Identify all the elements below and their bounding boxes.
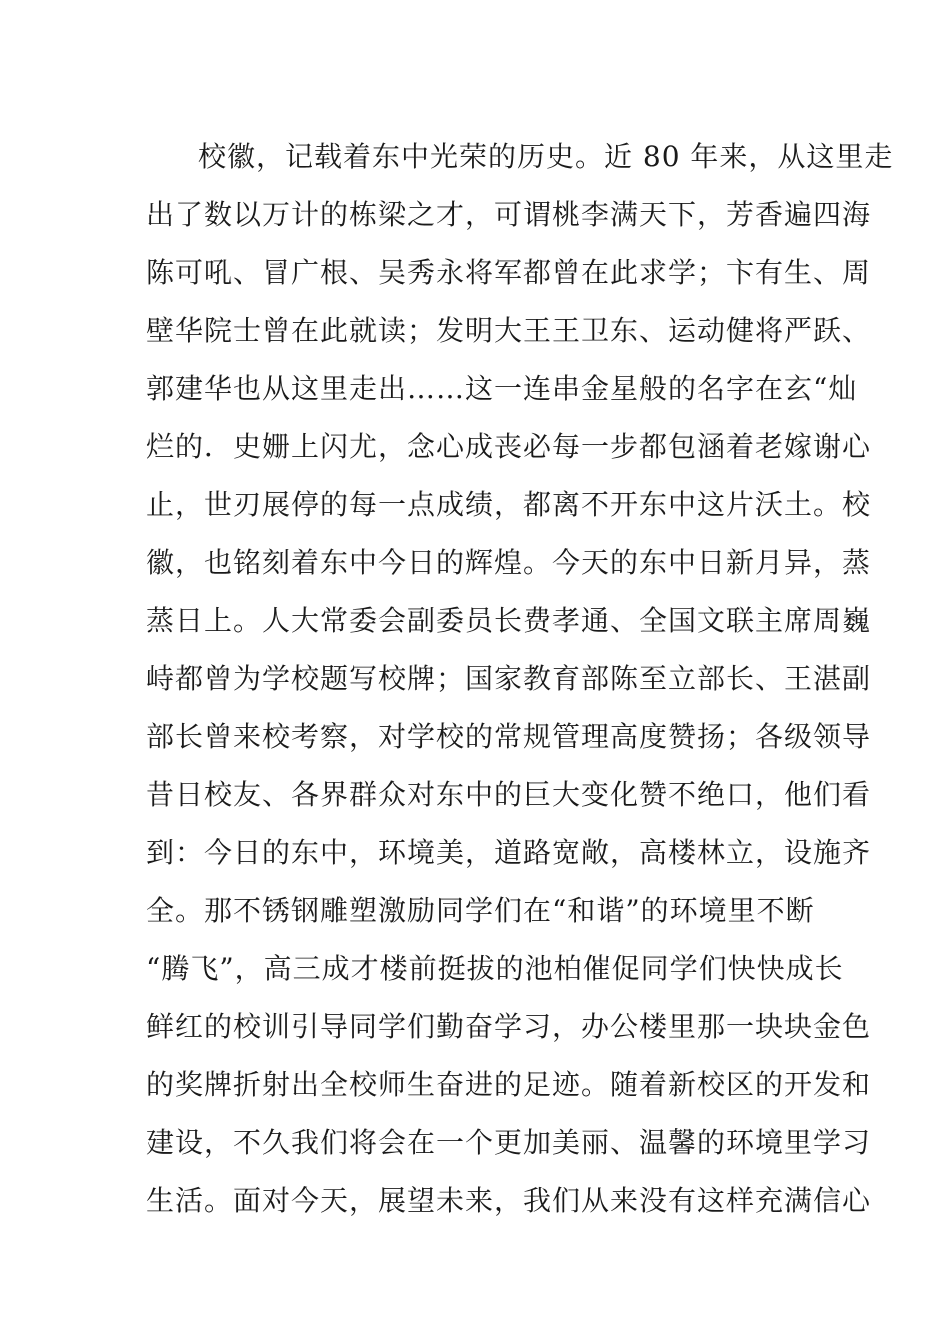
text-line: 出了数以万计的栋梁之才，可谓桃李满天下，芳香遍四海 (146, 198, 872, 231)
text-line: 建设，不久我们将会在一个更加美丽、温馨的环境里学习 (146, 1126, 872, 1159)
body-paragraph (146, 128, 894, 1230)
text-line: 的奖牌折射出全校师生奋进的足迹。随着新校区的开发和 (146, 1068, 872, 1101)
text-line: 部长曾来校考察，对学校的常规管理高度赞扬；各级领导 (146, 720, 872, 753)
text-line: 郭建华也从这里走出……这一连串金星般的名字在玄“灿 (146, 372, 858, 405)
text-line: 到：今日的东中，环境美，道路宽敞，高楼林立，设施齐 (146, 836, 872, 869)
text-line: 徽，也铭刻着东中今日的辉煌。今天的东中日新月异，蒸 (146, 546, 872, 579)
text-line: 蒸日上。人大常委会副委员长费孝通、全国文联主席周巍 (146, 604, 872, 637)
text-line: 烂的．史姗上闪尤，念心成丧必每一步都包涵着老嫁谢心 (146, 430, 872, 463)
text-line: 生活。面对今天，展望未来，我们从来没有这样充满信心 (146, 1184, 872, 1217)
text-line: 校徽，记载着东中光荣的历史。近 80 年来，从这里走 (198, 140, 894, 173)
text-line: 昔日校友、各界群众对东中的巨大变化赞不绝口，他们看 (146, 778, 872, 811)
text-line: 壁华院士曾在此就读；发明大王王卫东、运动健将严跃、 (146, 314, 872, 347)
text-line: 止，世刃展停的每一点成绩，都离不开东中这片沃土。校 (146, 488, 872, 521)
text-line: 陈可吼、冒广根、吴秀永将军都曾在此求学；卞有生、周 (146, 256, 872, 289)
text-line: “腾飞”，高三成才楼前挺拔的池柏催促同学们快快成长 (146, 952, 844, 985)
text-line: 全。那不锈钢雕塑激励同学们在“和谐”的环境里不断 (146, 894, 815, 927)
text-line: 鲜红的校训引导同学们勤奋学习，办公楼里那一块块金色 (146, 1010, 872, 1043)
text-line: 峙都曾为学校题写校牌；国家教育部陈至立部长、王湛副 (146, 662, 872, 695)
